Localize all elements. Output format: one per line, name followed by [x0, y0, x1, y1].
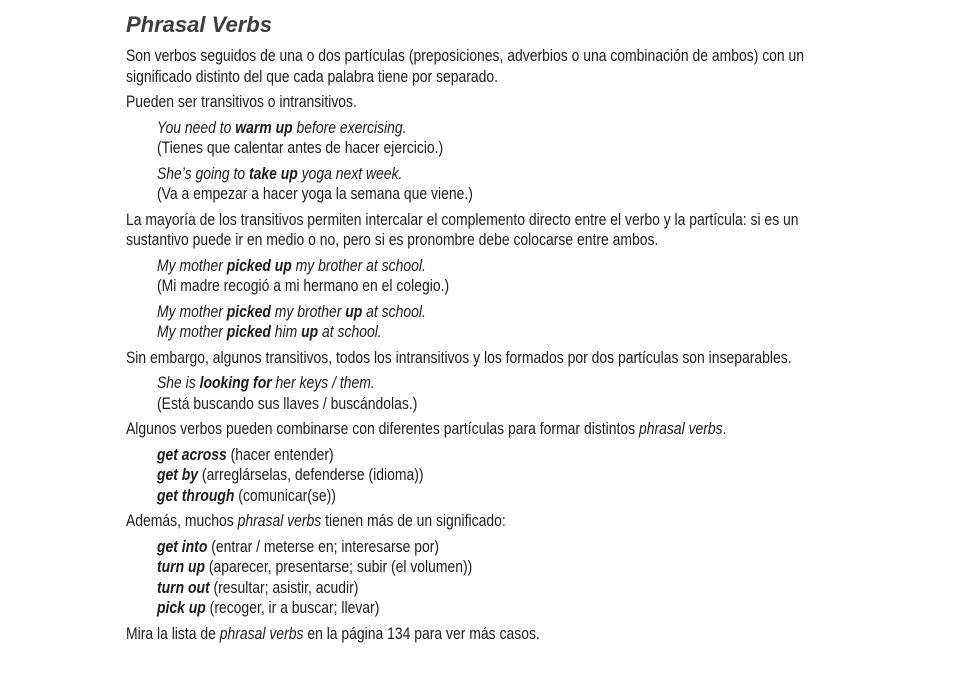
text-run: Mira la lista de — [126, 623, 220, 643]
verb-list-multi-meaning — [157, 537, 969, 619]
verb-meaning: (resultar; asistir, acudir) — [209, 577, 359, 597]
text-line — [126, 210, 817, 231]
paragraph-combinations-note — [126, 419, 969, 440]
text-run: She is — [157, 373, 200, 392]
verb-meaning: (hacer entender) — [226, 444, 334, 464]
example-take-up — [157, 164, 969, 205]
phrasal-verb: looking for — [199, 373, 272, 392]
paragraph-footer-note — [126, 624, 969, 645]
verb-list-item — [157, 557, 823, 578]
text-run: La mayoría de los transitivos permiten intercalar el complemento directo entre el verbo y la partícula: si es un — [126, 209, 799, 229]
phrasal-verbs-term: phrasal verbs — [237, 511, 322, 530]
text-run: Sin embargo, algunos transitivos, todos los intransitivos y los formados por dos partículas son inseparables. — [126, 347, 792, 367]
text-run: . — [722, 419, 727, 438]
text-run: My mother — [157, 255, 227, 275]
text-line — [126, 230, 817, 251]
text-run: My mother — [157, 322, 227, 341]
text-run: her keys / them. — [271, 373, 375, 392]
phrasal-verb: get across — [157, 444, 227, 464]
verb-meaning: (arreglárselas, defenderse (idioma)) — [198, 465, 424, 484]
phrasal-verb-particle: up — [345, 301, 363, 321]
text-run: Pueden ser transitivos o intransitivos. — [126, 92, 357, 111]
text-run: him — [270, 322, 302, 341]
text-run: (Tienes que calentar antes de hacer ejercicio.) — [157, 138, 444, 157]
phrasal-verbs-term: phrasal verbs — [638, 419, 723, 438]
text-run: You need to — [157, 117, 236, 137]
text-line — [126, 624, 817, 645]
verb-list-item — [157, 578, 823, 599]
example-picked-up-2 — [157, 302, 969, 343]
example-english-line — [157, 302, 823, 323]
example-english-line — [157, 322, 823, 343]
text-run: at school. — [362, 301, 426, 321]
text-run: My mother — [157, 301, 227, 321]
verb-meaning: (comunicar(se)) — [234, 485, 336, 505]
phrasal-verb: get through — [157, 485, 235, 505]
text-run: my brother at school. — [291, 255, 426, 275]
text-run: Son verbos seguidos de una o dos partículas (preposiciones, adverbios o una combinación de ambos) con un — [126, 46, 805, 65]
verb-meaning: (recoger, ir a buscar; llevar) — [205, 598, 380, 617]
paragraph-inseparable-note — [126, 348, 969, 369]
text-run: at school. — [318, 322, 382, 341]
phrasal-verb: turn up — [157, 557, 206, 576]
page-title: Phrasal Verbs — [126, 12, 272, 37]
phrasal-verb: get into — [157, 536, 208, 556]
phrasal-verb: warm up — [235, 117, 293, 137]
text-run: She’s going to — [157, 163, 249, 183]
example-translation-line — [157, 394, 823, 415]
text-run: Además, muchos — [126, 511, 238, 530]
example-warm-up — [157, 118, 969, 159]
verb-list-item — [157, 445, 823, 466]
verb-list-item — [157, 598, 823, 619]
example-picked-up-1 — [157, 256, 969, 297]
text-run: significado distinto del que cada palabra tiene por separado. — [126, 66, 498, 86]
verb-meaning: (aparecer, presentarse; subir (el volumen)) — [205, 557, 473, 576]
verb-list-item — [157, 465, 823, 486]
phrasal-verb: take up — [248, 163, 298, 183]
verb-list-get — [157, 445, 969, 507]
text-line — [126, 419, 817, 440]
text-run: tienen más de un significado: — [321, 511, 506, 530]
text-line — [126, 511, 817, 532]
phrasal-verb: turn out — [157, 577, 210, 597]
paragraph-separable-note — [126, 210, 969, 251]
text-run: sustantivo puede ir en medio o no, pero si es pronombre debe colocarse entre ambos. — [126, 230, 659, 249]
example-translation-line — [157, 276, 823, 297]
verb-list-item — [157, 486, 823, 507]
text-line — [126, 46, 817, 67]
phrasal-verb: get by — [157, 465, 199, 484]
text-line — [126, 348, 817, 369]
example-translation-line — [157, 138, 823, 159]
example-english-line — [157, 256, 823, 277]
text-run: (Mi madre recogió a mi hermano en el colegio.) — [157, 276, 450, 295]
text-run: Algunos verbos pueden combinarse con diferentes partículas para formar distintos — [126, 419, 639, 438]
text-line — [126, 67, 817, 88]
text-run: my brother — [270, 301, 346, 321]
example-looking-for — [157, 373, 969, 414]
phrasal-verbs-term: phrasal verbs — [219, 623, 304, 643]
text-run: en la página 134 para ver más casos. — [303, 623, 540, 643]
phrasal-verb: pick up — [157, 598, 206, 617]
phrasal-verb: picked — [226, 322, 271, 341]
example-english-line — [157, 373, 823, 394]
example-translation-line — [157, 184, 823, 205]
paragraph-intro — [126, 46, 969, 87]
text-line — [126, 92, 817, 113]
text-run: (Va a empezar a hacer yoga la semana que viene.) — [157, 184, 473, 203]
text-run: before exercising. — [292, 117, 407, 137]
paragraph-meanings-note — [126, 511, 969, 532]
example-english-line — [157, 164, 823, 185]
phrasal-verb-particle: up — [301, 322, 319, 341]
paragraph-transitive-note — [126, 92, 969, 113]
text-run: (Está buscando sus llaves / buscándolas.) — [157, 393, 418, 413]
verb-meaning: (entrar / meterse en; interesarse por) — [207, 536, 440, 556]
verb-list-item — [157, 537, 823, 558]
text-run: yoga next week. — [297, 163, 403, 183]
phrasal-verb: picked up — [226, 255, 292, 275]
phrasal-verb: picked — [226, 301, 271, 321]
example-english-line — [157, 118, 823, 139]
